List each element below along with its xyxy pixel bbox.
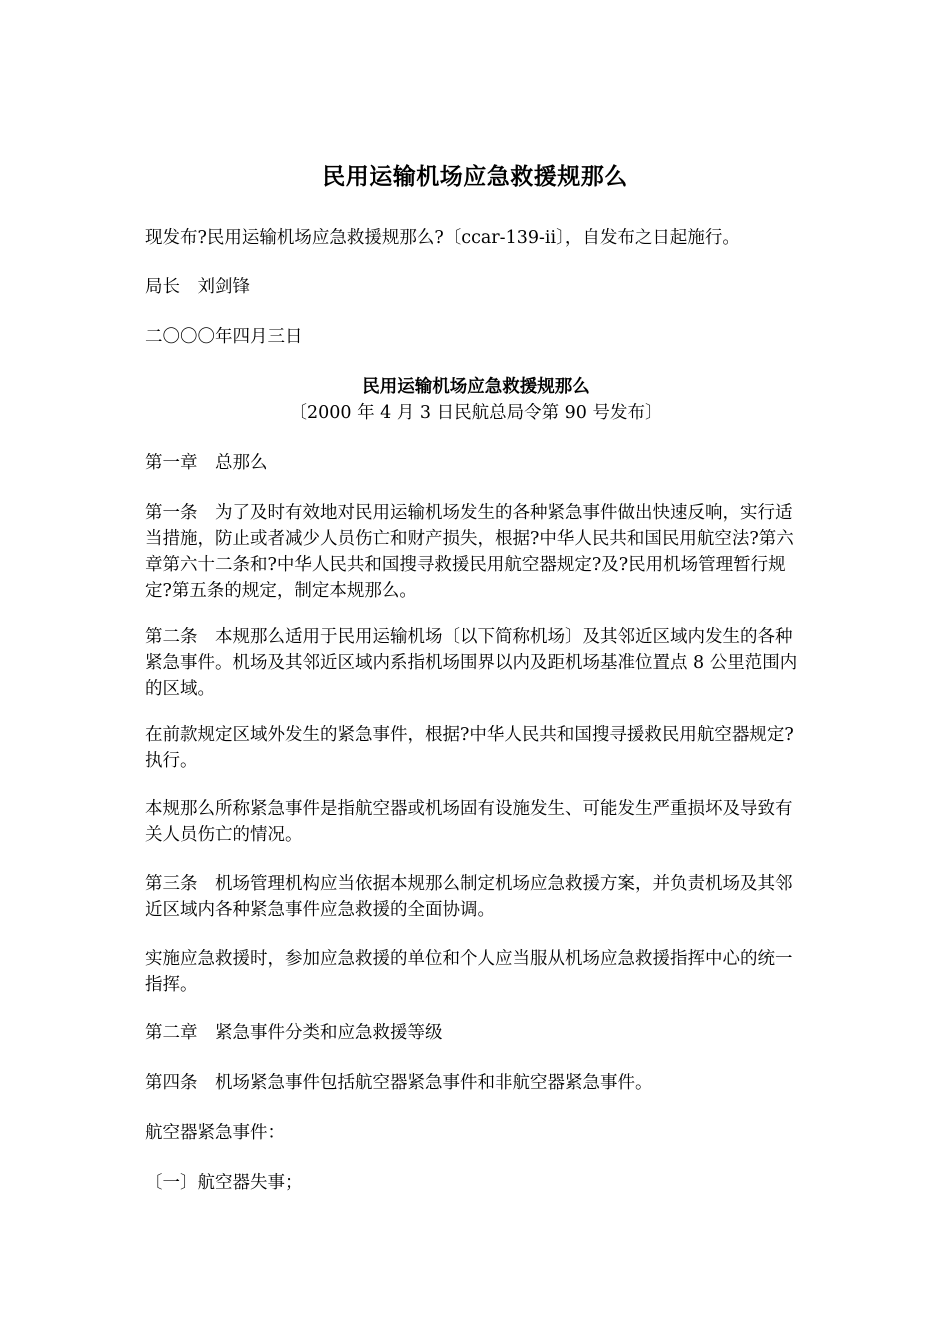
issued-note: 〔2000 年 4 月 3 日民航总局令第 90 号发布〕 xyxy=(289,403,663,423)
issue-date: 二〇〇〇年四月三日 xyxy=(145,327,303,347)
article-2: 第二条 本规那么适用于民用运输机场〔以下简称机场〕及其邻近区域内发生的各种紧急事件。机场及其邻近区域内系指机场围界以内及距机场基准位置点 8 公里范围内的区域。 xyxy=(145,627,798,699)
list-item-1: 〔一〕航空器失事； xyxy=(145,1173,303,1193)
article-2-paragraph-2: 在前款规定区域外发生的紧急事件，根据?中华人民共和国搜寻援救民用航空器规定?执行。 xyxy=(145,725,794,771)
document-title: 民用运输机场应急救援规那么 xyxy=(322,163,628,190)
chapter-1-heading: 第一章 总那么 xyxy=(145,453,268,473)
article-4: 第四条 机场紧急事件包括航空器紧急事件和非航空器紧急事件。 xyxy=(145,1073,653,1093)
article-1: 第一条 为了及时有效地对民用运输机场发生的各种紧急事件做出快速反响，实行适当措施，防止或者减少人员伤亡和财产损失，根据?中华人民共和国民用航空法?第六章第六十二条和?中华人民共和国搜寻救援民用航空器规定?及?民用机场管理暂行规定?第五条的规定，制定本规那么。 xyxy=(145,503,794,601)
signer-line: 局长 刘剑锋 xyxy=(145,277,250,297)
aircraft-emergency-label: 航空器紧急事件： xyxy=(145,1123,285,1143)
chapter-2-heading: 第二章 紧急事件分类和应急救援等级 xyxy=(145,1023,443,1043)
article-2-paragraph-3: 本规那么所称紧急事件是指航空器或机场固有设施发生、可能发生严重损坏及导致有关人员伤亡的情况。 xyxy=(145,799,793,845)
article-3: 第三条 机场管理机构应当依据本规那么制定机场应急救援方案，并负责机场及其邻近区域内各种紧急事件应急救援的全面协调。 xyxy=(145,874,793,920)
promulgation-text: 现发布?民用运输机场应急救援规那么?〔ccar-139-ii〕，自发布之日起施行。 xyxy=(145,228,740,248)
article-3-paragraph-2: 实施应急救援时，参加应急救援的单位和个人应当服从机场应急救援指挥中心的统一指挥。 xyxy=(145,949,793,995)
regulation-subtitle: 民用运输机场应急救援规那么 xyxy=(362,377,590,397)
